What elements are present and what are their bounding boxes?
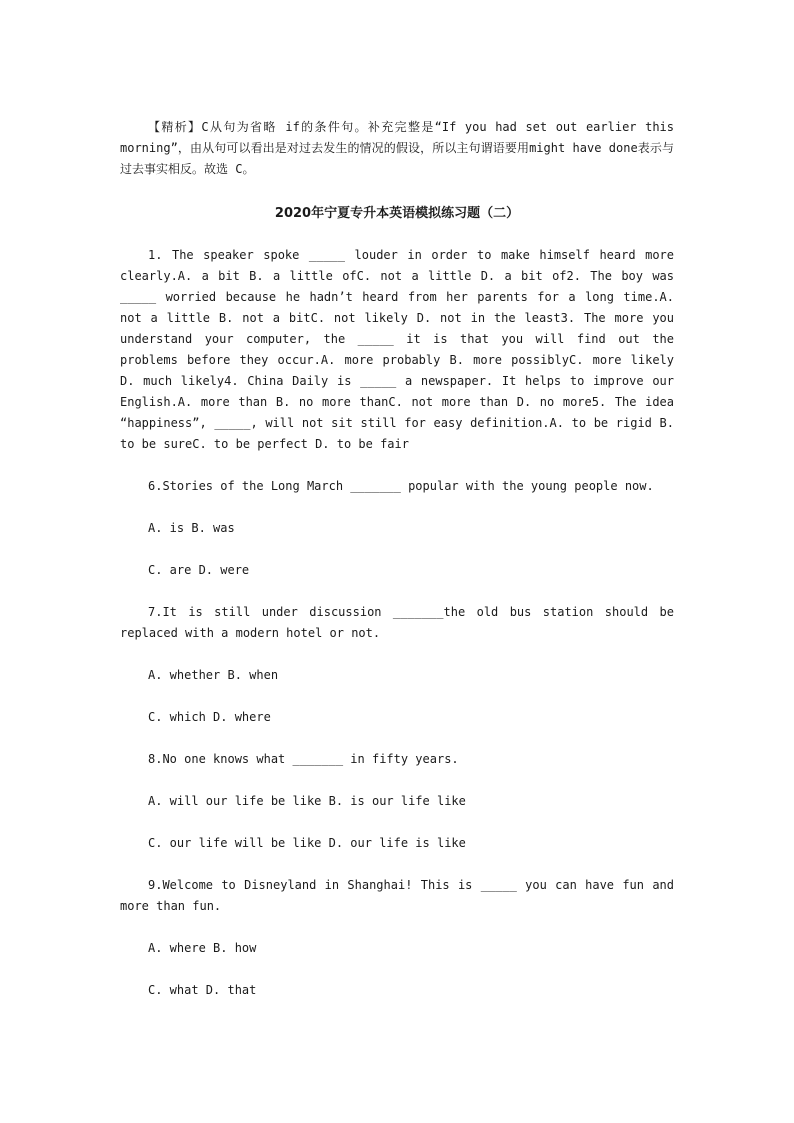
question-7-options-ab: A. whether B. when bbox=[148, 668, 279, 682]
question-8-stem: 8.No one knows what _______ in fifty years. bbox=[148, 752, 459, 766]
question-6-options-cd: C. are D. were bbox=[148, 563, 250, 577]
question-9-stem: 9.Welcome to Disneyland in Shanghai! This is _____ you can have fun and more than fun. bbox=[120, 878, 674, 913]
question-7-options-cd: C. which D. where bbox=[148, 710, 271, 724]
questions-1-5-paragraph: 1. The speaker spoke _____ louder in order to make himself heard more clearly.A. a bit B. a little ofC. not a little D. a bit of2. The boy was _____ worried because he hadn’t heard from her parents for a long time.A. not a little B. not a bitC. not likely D. not in the least3. The more you understand your computer, the _____ it is that you will find out the problems before they occur.A. more probably B. more possiblyC. more likely D. much likely4. China Daily is _____ a newspaper. It helps to improve our English.A. more than B. no more thanC. not more than D. no more5. The idea “happiness”, _____, will not sit still for easy definition.A. to be rigid B. to be sureC. to be perfect D. to be fair bbox=[120, 248, 674, 451]
section-title: 2020年宁夏专升本英语模拟练习题（二） bbox=[274, 206, 520, 221]
question-6-options-ab: A. is B. was bbox=[148, 521, 235, 535]
question-8-options-cd: C. our life will be like D. our life is like bbox=[148, 836, 466, 850]
question-6-stem: 6.Stories of the Long March _______ popular with the young people now. bbox=[148, 479, 654, 493]
analysis-paragraph: 【精析】C从句为省略 if的条件句。补充完整是“If you had set out earlier this morning”，由从句可以看出是对过去发生的情况的假设，所以主句谓语要用might have done表示与过去事实相反。故选 C。 bbox=[120, 120, 674, 176]
question-8-options-ab: A. will our life be like B. is our life like bbox=[148, 794, 466, 808]
question-9-options-cd: C. what D. that bbox=[148, 983, 257, 997]
document-page bbox=[120, 117, 674, 1001]
question-9-options-ab: A. where B. how bbox=[148, 941, 257, 955]
question-7-stem: 7.It is still under discussion _______the old bus station should be replaced with a modern hotel or not. bbox=[120, 605, 674, 640]
